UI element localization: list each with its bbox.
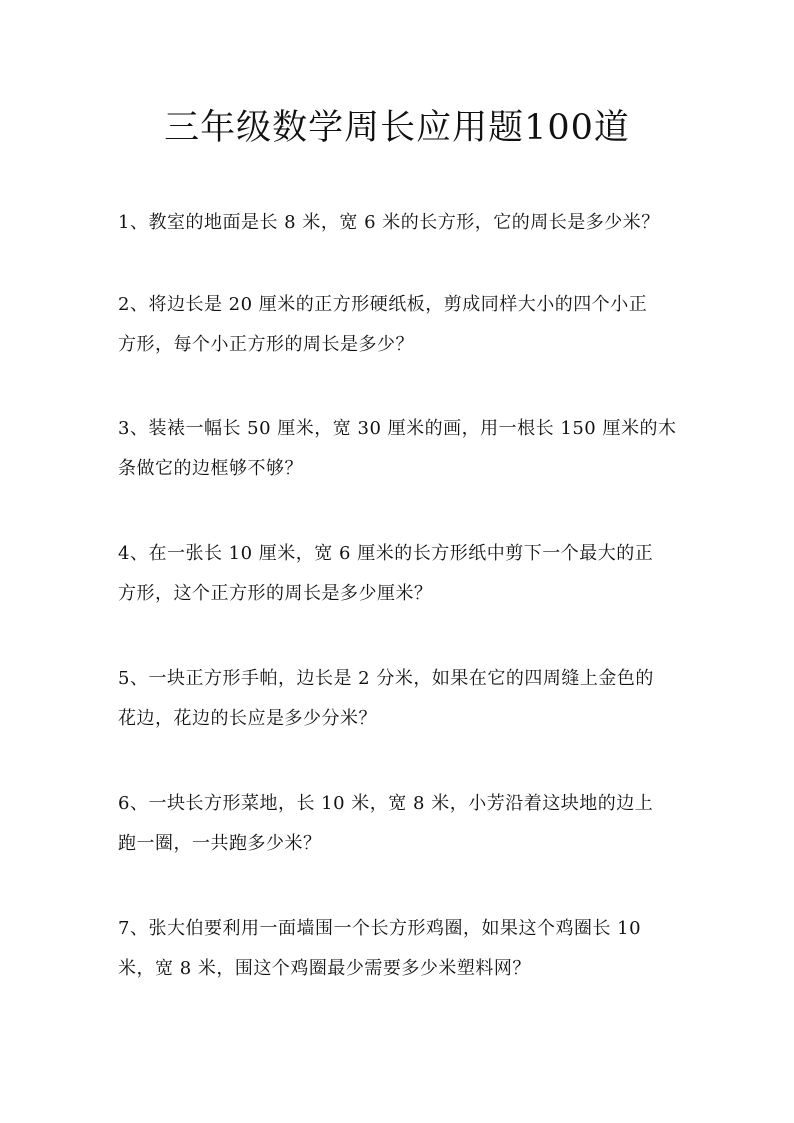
question-4-line-1: 4、在一张长 10 厘米，宽 6 厘米的长方形纸中剪下一个最大的正 — [118, 543, 654, 564]
question-3-line-2: 条做它的边框够不够？ — [118, 458, 303, 479]
question-4 — [118, 534, 678, 614]
question-7 — [118, 909, 678, 989]
question-6-line-1: 6、一块长方形菜地，长 10 米，宽 8 米，小芳沿着这块地的边上 — [118, 793, 654, 814]
question-6 — [118, 784, 678, 864]
question-1-line-1: 1、教室的地面是长 8 米，宽 6 米的长方形，它的周长是多少米？ — [118, 212, 660, 233]
question-6-line-2: 跑一圈，一共跑多少米？ — [118, 833, 322, 854]
question-4-line-2: 方形，这个正方形的周长是多少厘米？ — [118, 583, 433, 604]
question-2-line-1: 2、将边长是 20 厘米的正方形硬纸板，剪成同样大小的四个小正 — [118, 294, 648, 315]
question-7-line-2: 米，宽 8 米，围这个鸡圈最少需要多少米塑料网？ — [118, 958, 531, 979]
question-2-line-2: 方形，每个小正方形的周长是多少？ — [118, 334, 414, 355]
question-5-line-2: 花边，花边的长应是多少分米？ — [118, 708, 377, 729]
page-title: 三年级数学周长应用题100道 — [164, 108, 630, 148]
question-5-line-1: 5、一块正方形手帕，边长是 2 分米，如果在它的四周缝上金色的 — [118, 668, 654, 689]
question-5 — [118, 659, 678, 739]
question-1 — [118, 203, 678, 243]
question-7-line-1: 7、张大伯要利用一面墙围一个长方形鸡圈，如果这个鸡圈长 10 — [118, 918, 642, 939]
question-3 — [118, 409, 678, 489]
question-3-line-1: 3、装裱一幅长 50 厘米，宽 30 厘米的画，用一根长 150 厘米的木 — [118, 418, 677, 439]
question-2 — [118, 285, 678, 365]
